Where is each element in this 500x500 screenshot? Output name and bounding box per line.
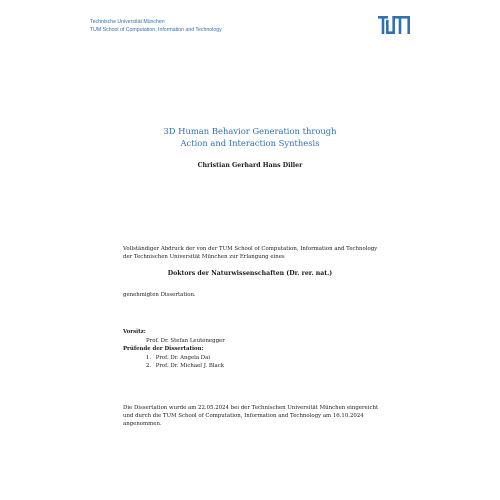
committee-section: [123, 328, 225, 371]
examiners-list: [123, 354, 225, 371]
submission-dates: Die Dissertation wurde am 22.05.2024 bei der Technischen Universität München eingereicht und durch die TUM School of Computation, Information and Technology am 16.10.2024 angenommen.: [123, 405, 379, 427]
examiner-item: [146, 362, 225, 371]
thesis-title: [0, 125, 500, 149]
examiner-item: [146, 354, 225, 363]
examiner-name: Prof. Dr. Angela Dai: [155, 354, 211, 361]
institution-name: Technische Universität München: [90, 19, 165, 25]
approval-text: genehmigten Dissertation.: [123, 292, 196, 298]
thesis-title-line2: Action and Interaction Synthesis: [180, 138, 320, 148]
examiners-label: Prüfende der Dissertation:: [123, 346, 204, 353]
degree-title: Doktors der Naturwissenschaften (Dr. rer. nat.): [167, 270, 333, 277]
submission-statement: Vollständiger Abdruck der von der TUM School of Computation, Information and Technology der Technischen Universität München zur Erlangung eines: [123, 246, 378, 260]
examiner-number: 1.: [146, 354, 152, 361]
chair-name: Prof. Dr. Stefan Leutenegger: [146, 337, 225, 344]
thesis-title-line1: 3D Human Behavior Generation through: [163, 126, 337, 136]
school-name: TUM School of Computation, Information and Technology: [90, 26, 222, 33]
examiner-name: Prof. Dr. Michael J. Black: [155, 363, 225, 370]
institution-header: [90, 19, 222, 34]
chair-label: Vorsitz:: [123, 329, 146, 335]
tum-logo: [378, 16, 410, 34]
author-name: Christian Gerhard Hans Diller: [197, 162, 303, 169]
examiner-number: 2.: [146, 363, 152, 370]
